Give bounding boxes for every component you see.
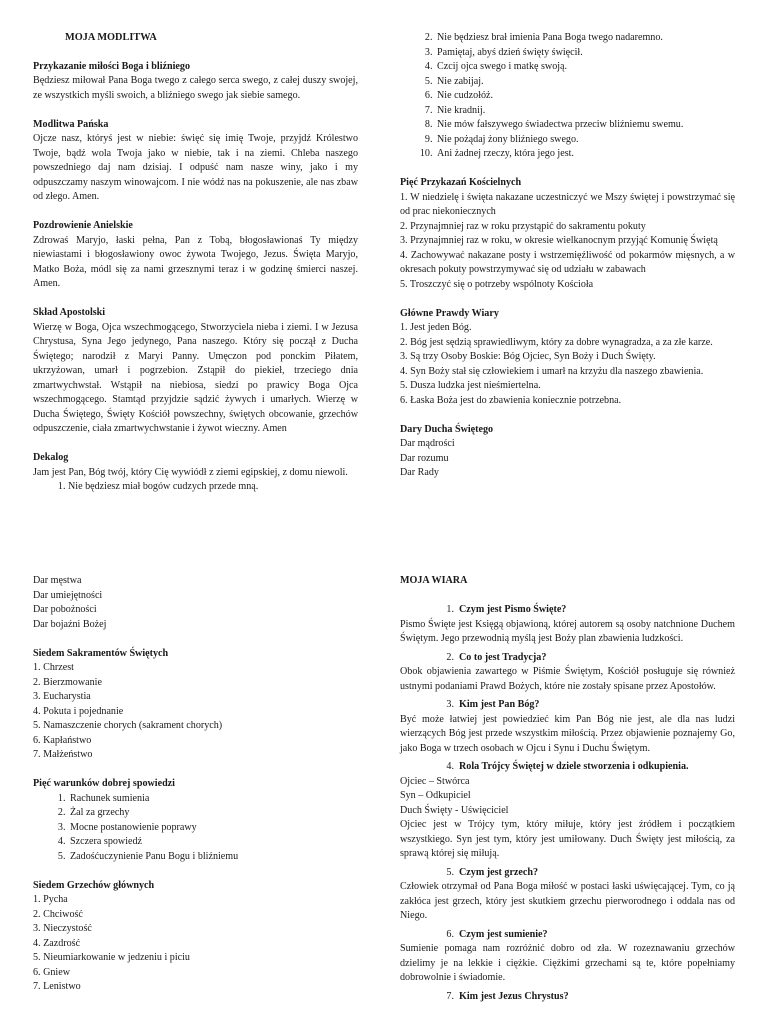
list-item: 2. Bierzmowanie bbox=[33, 676, 102, 688]
section-pozdrowienie bbox=[33, 219, 358, 292]
question-title: Kim jest Jezus Chrystus? bbox=[459, 990, 569, 1002]
dekalog-list bbox=[33, 480, 358, 495]
list-item: Dar bojaźni Bożej bbox=[33, 618, 107, 630]
trojca-line: Ojciec – Stwórca bbox=[400, 775, 470, 787]
list-item: 3. Mocne postanowienie poprawy bbox=[68, 821, 358, 836]
section-dary bbox=[400, 423, 735, 481]
column-bottom-left bbox=[33, 574, 358, 1009]
list-item: 5. Zadośćuczynienie Panu Bogu i bliźniemu bbox=[68, 850, 358, 865]
section-spowiedz bbox=[33, 777, 358, 864]
list-item: 3. Eucharystia bbox=[33, 691, 91, 702]
question-7 bbox=[400, 990, 735, 1005]
list-item: 1. Pycha bbox=[33, 894, 68, 905]
list-item: 5. Nie zabijaj. bbox=[435, 75, 735, 90]
dekalog-list-cont bbox=[400, 31, 735, 162]
list-item: 3. Przynajmniej raz w roku, w okresie wielkanocnym przyjąć Komunię Świętą bbox=[400, 235, 718, 246]
section-title: Skład Apostolski bbox=[33, 307, 106, 318]
section-title: Pięć Przykazań Kościelnych bbox=[400, 177, 522, 188]
section-title: Modlitwa Pańska bbox=[33, 118, 109, 130]
list-item: 6. Nie cudzołóż. bbox=[435, 89, 735, 104]
question-title: Kim jest Pan Bóg? bbox=[459, 699, 540, 710]
section-dekalog-cont bbox=[400, 31, 735, 162]
question-title: Rola Trójcy Świętej w dziele stworzenia i odkupienia. bbox=[459, 761, 689, 772]
section-przykazanie-milosci bbox=[33, 60, 358, 104]
list-item: 4. Pokuta i pojednanie bbox=[33, 705, 124, 717]
question-6 bbox=[400, 928, 735, 986]
column-top-right bbox=[400, 31, 735, 495]
question-answer: Obok objawienia zawartego w Piśmie Świętym, Kościół posługuje się również ustnymi podaniami Prawd Bożych, które nie zostały spisane przez Apostołów. bbox=[400, 666, 735, 692]
question-3 bbox=[400, 698, 735, 756]
list-item: 2. Żal za grzechy bbox=[68, 806, 358, 821]
list-item: 6. Gniew bbox=[33, 966, 71, 978]
list-item: 9. Nie pożądaj żony bliźniego swego. bbox=[435, 133, 735, 148]
section-title: Główne Prawdy Wiary bbox=[400, 307, 499, 319]
column-bottom-right bbox=[400, 574, 735, 1004]
section-title: Pozdrowienie Anielskie bbox=[33, 220, 133, 231]
list-item: Dar męstwa bbox=[33, 575, 82, 586]
question-number: 2. bbox=[446, 651, 454, 663]
question-number: 5. bbox=[446, 866, 454, 878]
list-item: Dar umiejętności bbox=[33, 589, 103, 601]
section-title: Dekalog bbox=[33, 452, 69, 463]
list-item: 1. Nie będziesz miał bogów cudzych przede mną. bbox=[68, 480, 358, 495]
section-title: Przykazanie miłości Boga i bliźniego bbox=[33, 60, 191, 72]
question-answer: Pismo Święte jest Księgą objawioną, której autorem są osoby natchnione Duchem Świętym. Jego przewodnią myślą jest Boży plan zbawienia ludzkości. bbox=[400, 618, 735, 644]
spowiedz-list bbox=[33, 792, 358, 865]
list-item: 10. Ani żadnej rzeczy, która jego jest. bbox=[435, 147, 735, 162]
question-4 bbox=[400, 760, 735, 862]
list-item: 5. Dusza ludzka jest nieśmiertelna. bbox=[400, 380, 541, 391]
question-2 bbox=[400, 651, 735, 695]
page-title: MOJA MODLITWA bbox=[65, 32, 157, 43]
list-item: 1. Jest jeden Bóg. bbox=[400, 322, 472, 333]
list-item: 4. Syn Boży stał się człowiekiem i umarł na krzyżu dla naszego zbawienia. bbox=[400, 365, 704, 377]
question-answer: Sumienie pomaga nam rozróżnić dobro od zła. W rozeznawaniu grzechów dzielimy je na lekkie i ciężkie. Ciężkimi grzechami są te, które popełniamy dobrowolnie i świadomie. bbox=[400, 943, 735, 983]
question-answer: Człowiek otrzymał od Pana Boga miłość w postaci łaski uświęcającej. Tym, co ją zakłóca jest grzech, który jest skutkiem grzechu pierworodnego i oddala nas od Niego. bbox=[400, 881, 735, 921]
list-item: 4. Czcij ojca swego i matkę swoją. bbox=[435, 60, 735, 75]
section-text: Wierzę w Boga, Ojca wszechmogącego, Stworzyciela nieba i ziemi. I w Jezusa Chrystusa, Syna Jego jedynego, Pana naszego. Który się począł z Ducha Świętego; narodził z Maryi Panny. Umęczon pod ponckim Piłatem, ukrzyżowan, umarł i pogrzebion. Zstąpił do piekieł, trzeciego dnia zmartwychwstał. Wstąpił na niebiosa, siedzi po prawicy Boga Ojca wszechmogącego. Stamtąd przyjdzie sądzić żywych i umarłych. Wierzę w Ducha Świętego, Święty Kościół powszechny, świętych obcowanie, grzechów odpuszczenie, ciała zmartwychwstanie i żywot wieczny. Amen bbox=[33, 321, 358, 434]
question-answer: Ojciec jest w Trójcy tym, który miłuje, który jest źródłem i początkiem wszystkiego. Syn jest tym, który jest umiłowany. Duch Święty jest miłością, za sprawą której się miłują. bbox=[400, 819, 735, 859]
list-item: 1. Chrzest bbox=[33, 662, 74, 673]
trojca-line: Duch Święty - Uświęciciel bbox=[400, 804, 509, 816]
section-piec-przykazan bbox=[400, 176, 735, 292]
list-item: 3. Są trzy Osoby Boskie: Bóg Ojciec, Syn Boży i Duch Święty. bbox=[400, 351, 656, 362]
list-item: 1. W niedzielę i święta nakazane uczestniczyć we Mszy świętej i powstrzymać się od prac niekoniecznych bbox=[400, 191, 735, 217]
question-answer: Być może łatwiej jest powiedzieć kim Pan Bóg nie jest, ale dla nas ludzi wierzących Bóg jest przede wszystkim miłością. Przez objawienie poznajemy Go, jako Boga w trzech osobach w Ojcu i Synu i Duchu Świętym. bbox=[400, 713, 735, 754]
section-sakramenty bbox=[33, 647, 358, 763]
list-item: 3. Nieczystość bbox=[33, 923, 92, 934]
list-item: 6. Kapłaństwo bbox=[33, 734, 92, 746]
section-prawdy-wiary bbox=[400, 307, 735, 409]
list-item: 3. Pamiętaj, abyś dzień święty święcił. bbox=[435, 46, 735, 61]
question-title: Czym jest grzech? bbox=[459, 866, 539, 878]
list-item: Dar mądrości bbox=[400, 438, 455, 449]
section-dary-cont bbox=[33, 574, 358, 632]
column-top-left bbox=[33, 31, 358, 509]
question-title: Czym jest Pismo Święte? bbox=[459, 604, 567, 615]
list-item: 2. Bóg jest sędzią sprawiedliwym, który za dobre wynagradza, a za złe karze. bbox=[400, 336, 713, 348]
section-title: Siedem Grzechów głównych bbox=[33, 879, 155, 891]
list-item: 4. Szczera spowiedź bbox=[68, 835, 358, 850]
question-title: Co to jest Tradycja? bbox=[459, 651, 547, 663]
section-text: Będziesz miłował Pana Boga twego z całego serca swego, z całej duszy swojej, ze wszystkich myśli swoich, a bliźniego swego jak siebie samego. bbox=[33, 75, 358, 101]
question-number: 3. bbox=[446, 699, 454, 710]
question-number: 1. bbox=[446, 604, 454, 615]
question-number: 4. bbox=[446, 761, 454, 772]
section-text: Ojcze nasz, któryś jest w niebie: święć się imię Twoje, przyjdź Królestwo Twoje, bądź wola Twoja jako w niebie, tak i na ziemi. Chleba naszego powszedniego daj nam dzisiaj. I odpuść nam nasze winy, jako i my odpuszczamy naszym winowajcom. I nie wódź nas na pokuszenie, ale nas zbaw od złego. Amen. bbox=[33, 133, 358, 202]
list-item: 7. Lenistwo bbox=[33, 981, 81, 992]
list-item: 4. Zachowywać nakazane posty i wstrzemięźliwość od pokarmów mięsnych, a w okresach pokuty powstrzymywać się od udziału w zabawach bbox=[400, 249, 735, 275]
list-item: 5. Namaszczenie chorych (sakrament chorych) bbox=[33, 720, 223, 731]
list-item: 1. Rachunek sumienia bbox=[68, 792, 358, 807]
dekalog-intro: Jam jest Pan, Bóg twój, który Cię wywiódł z ziemi egipskiej, z domu niewoli. bbox=[33, 466, 348, 478]
section-modlitwa-panska bbox=[33, 118, 358, 205]
section-title: Pięć warunków dobrej spowiedzi bbox=[33, 778, 175, 789]
question-number: 7. bbox=[446, 990, 454, 1002]
section-grzechy bbox=[33, 879, 358, 995]
list-item: 8. Nie mów fałszywego świadectwa przeciw bliźniemu swemu. bbox=[435, 118, 735, 133]
list-item: 2. Nie będziesz brał imienia Pana Boga twego nadaremno. bbox=[435, 31, 735, 46]
list-item: 4. Zazdrość bbox=[33, 937, 81, 949]
list-item: 6. Łaska Boża jest do zbawienia koniecznie potrzebna. bbox=[400, 394, 622, 406]
section-title-moja-wiara: MOJA WIARA bbox=[400, 575, 468, 586]
list-item: 2. Przynajmniej raz w roku przystąpić do sakramentu pokuty bbox=[400, 220, 646, 232]
section-title: Dary Ducha Świętego bbox=[400, 423, 494, 435]
question-number: 6. bbox=[446, 928, 454, 940]
question-1 bbox=[400, 603, 735, 647]
question-title: Czym jest sumienie? bbox=[459, 928, 548, 940]
list-item: Dar pobożności bbox=[33, 604, 97, 615]
section-sklad-apostolski bbox=[33, 306, 358, 437]
trojca-line: Syn – Odkupiciel bbox=[400, 790, 471, 801]
section-title: Siedem Sakramentów Świętych bbox=[33, 647, 169, 659]
list-item: 7. Małżeństwo bbox=[33, 749, 93, 760]
question-5 bbox=[400, 866, 735, 924]
list-item: 5. Troszczyć się o potrzeby wspólnoty Kościoła bbox=[400, 278, 594, 290]
list-item: 7. Nie kradnij. bbox=[435, 104, 735, 119]
list-item: 2. Chciwość bbox=[33, 908, 83, 920]
list-item: Dar rozumu bbox=[400, 452, 449, 464]
list-item: 5. Nieumiarkowanie w jedzeniu i piciu bbox=[33, 952, 190, 963]
section-dekalog bbox=[33, 451, 358, 495]
list-item: Dar Rady bbox=[400, 467, 439, 478]
section-text: Zdrowaś Maryjo, łaski pełna, Pan z Tobą, błogosławionaś Ty między niewiastami i błogosławiony owoc żywota Twojego, Jezus. Święta Maryjo, Matko Boża, módl się za nami grzesznymi teraz i w godzinę śmierci naszej. Amen. bbox=[33, 234, 358, 289]
